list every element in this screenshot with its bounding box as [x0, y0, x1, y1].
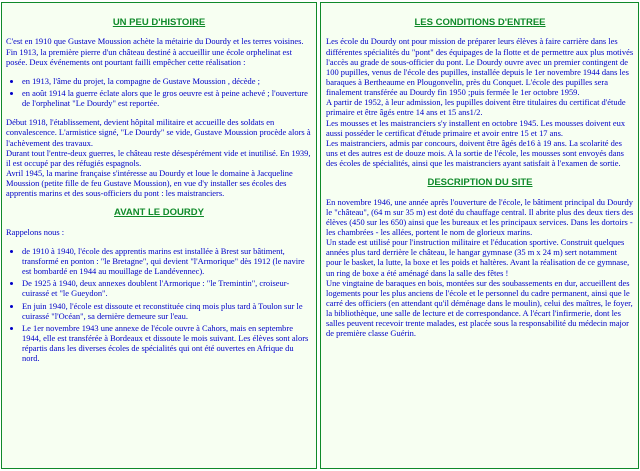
site-line: Un stade est utilisé pour l'instruction militaire et l'éducation sportive. Construit quelques années plus tard derrière le château, le hangar gymnase (35 m x 24 m) sert notamment pour le basket, la lutte, la boxe et les poids et haltères. Avant la réalisation de ce gymnase, un ring de boxe a été aménagé dans la salle des fêtes ! [326, 237, 630, 278]
conditions-line: Les école du Dourdy ont pour mission de préparer leurs élèves à faire carrière dans les différentes spécialités du "pont" des équipages de la flotte et de permettre aux plus motivés l'accès au grade de sous-officier du pont. Le Dourdy ouvre avec un premier contingent de 100 pupilles, venus de l'école des pupilles, installée depuis le 1er novembre 1944 dans les baraques à Bertheaume en Plougonvelin, près du Conquet. L'école des pupilles sera finalement transférée au Dourdy fin 1950 ;puis fermée le 1er octobre 1959. [326, 36, 634, 98]
conditions-text-block [326, 36, 634, 168]
avant-intro: Rappelons nous : [6, 226, 65, 237]
histoire-text-block [6, 117, 312, 198]
site-section [326, 197, 634, 339]
site-text-block [326, 197, 634, 339]
site-heading: DESCRIPTION DU SITE [427, 177, 533, 189]
conditions-line: Les maistranciers, admis par concours, doivent être âgés de16 à 19 ans. La scolarité des uns et des autres est de douze mois. A la sortie de l'école, les mousses sont envoyés dans des écoles de spécialités, ainsi que les maistranciers ayant satisfait à l'examen de sortie. [326, 137, 624, 169]
right-column [320, 2, 639, 469]
histoire-bullet: • en 1913, l'âme du projet, la compagne de Gustave Moussion , décède ; [22, 76, 312, 86]
site-line: Une vingtaine de baraques en bois, montées sur des soubassements en dur, accueillent des logements pour les plus anciens de l'école et le personnel du cadre permanent, ainsi que le carré des officiers (en attendant qu'il déménage dans le moulin), celui des maîtres, le foyer, la bibliothèque, une salle de lecture et de correspondance. A l'écart l'infirmerie, dont les salles peuvent recevoir trente malades, est placée sous la responsabilité du médecin major de première classe Guérin. [326, 277, 633, 339]
avant-heading: AVANT LE DOURDY [114, 207, 204, 219]
histoire-bullet-list [6, 76, 312, 108]
conditions-line: Les mousses et les maistranciers s'y installent en octobre 1945. Les mousses doivent eux aussi posséder le certificat d'étude primaire et avoir entre 15 et 17 ans. [326, 117, 626, 138]
avant-bullet: • de 1910 à 1940, l'école des apprentis marins est installée à Brest sur bâtiment, transformé en ponton : "le Bretagne", qui devient "l'Armorique" dès 1912 (le navire est bombardé en 1944 au mouillage de Landévennec). [22, 246, 312, 276]
conditions-line: A partir de 1952, à leur admission, les pupilles doivent être titulaires du certificat d'étude primaire et être âgés entre 14 ans et 15 ans1/2. [326, 97, 626, 118]
avant-section [6, 227, 312, 364]
avant-bullet-list [6, 246, 312, 364]
histoire-heading: UN PEU D'HISTOIRE [112, 17, 206, 28]
histoire-line: Début 1918, l'établissement, devient hôpital militaire et accueille des soldats en convalescence. L'armistice signé, "Le Dourdy" se vide, Gustave Moussion procède alors à l'achèvement des travaux. [6, 117, 311, 148]
site-line: En novembre 1946, une année après l'ouverture de l'école, le bâtiment principal du Dourdy le "château", (64 m sur 35 m) est doté du chauffage central. Il abrite plus des deux tiers des élèves (450 sur les 650) ainsi que les bureaux et les principaux services. Dans les dortoirs - les chambrées - les allées, portent le nom de glorieux marins. [326, 196, 634, 238]
avant-bullet: • En juin 1940, l'école est dissoute et reconstituée cinq mois plus tard à Toulon sur le cuirassé "l'Océan", sa dernière demeure sur l'eau. [22, 301, 312, 321]
avant-bullet: • Le 1er novembre 1943 une annexe de l'école ouvre à Cahors, mais en septembre 1944, elle est transférée à Bordeaux et dissoute le mois suivant. Les élèves sont alors répartis dans les diverses écoles de spécialités qui ont été ouvertes en Afrique du nord. [22, 323, 312, 364]
conditions-section [326, 36, 634, 168]
histoire-intro: C'est en 1910 que Gustave Moussion achète la métairie du Dourdy et les terres voisines. Fin 1913, la première pierre d'un château destiné à accueillir une école orphelinat est posée. Deux événements ont pourtant failli empêcher cette réalisation : [6, 36, 304, 67]
histoire-section [6, 36, 312, 198]
conditions-heading: LES CONDITIONS D'ENTREE [414, 17, 546, 28]
left-column [1, 2, 317, 469]
histoire-bullet: • en août 1914 la guerre éclate alors que le gros oeuvre est à peine achevé ; l'ouverture de l'orphelinat "Le Dourdy" est reportée. [22, 88, 312, 108]
histoire-line: Avril 1945, la marine française s'intéresse au Dourdy et loue le domaine à Jacqueline Moussion (petite fille de feu Gustave Moussion), en vue d'y installer ses écoles des apprentis marins et des sous-officiers du pont : les maistranciers. [6, 167, 293, 199]
avant-bullet: • De 1925 à 1940, deux annexes doublent l'Armorique : "le Tremintin", croiseur-cuirassé et "le Gueydon". [22, 278, 312, 298]
histoire-line: Durant tout l'entre-deux guerres, le château reste désespérément vide et inutilisé. En 1939, il est occupé par des réfugiés espagnols. [6, 147, 311, 168]
